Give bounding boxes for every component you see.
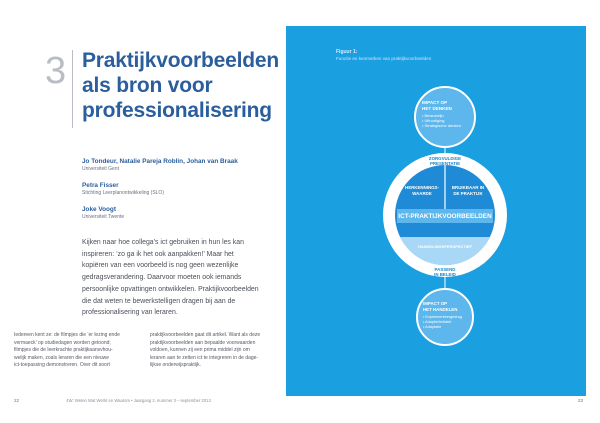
center-label: ICT-PRAKTIJKVOORBEELDEN <box>398 213 492 220</box>
body-line: filmpjes die de leerkrachte praktijkaansvhou- <box>14 347 113 353</box>
author-entry <box>82 182 282 197</box>
chapter-number: 3 <box>45 50 67 92</box>
body-column-2 <box>150 332 285 370</box>
right-segment-label: DE PRAKTIJK <box>453 191 483 196</box>
page-number-left: 22 <box>14 398 20 403</box>
top-circle-title: IMPACT OP <box>422 100 448 105</box>
intro-paragraph <box>82 237 277 319</box>
body-line: welijk maken, zoals leraren die een nieuwe <box>14 354 110 361</box>
intro-line: die dat weten te bewerkstelligen dragen bij aan de <box>82 297 236 305</box>
author-affiliation: Universiteit Gent <box>82 166 119 172</box>
body-line: leraren aan te zetten ict te integreren in de dage- <box>150 354 259 361</box>
bottom-circle-bullet: • Adoptie/Imitatie <box>423 320 452 324</box>
author-entry <box>82 206 282 221</box>
bottom-circle-title: HET HANDELEN <box>423 307 458 312</box>
chapter-title: Praktijkvoorbeelden als bron voor professionalisering <box>82 49 279 122</box>
bottom-circle-title: IMPACT OP <box>423 301 448 306</box>
journal-line: 4W: Weten Wat Werkt en Waarom • Jaargang 2, nummer 3 – september 2013 <box>66 398 211 403</box>
body-line: praktijkvoorbeelden gaat dit artikel. Want als deze <box>150 332 261 338</box>
intro-line: kopiëren van een voorbeeld is nog geen wezenlijke <box>82 262 239 270</box>
body-line: voldoen, kunnen zij een prima middel zijn om <box>150 347 250 353</box>
ring-bottom-label: PASSEND <box>434 267 456 272</box>
left-segment-label: HERKENNINGS- <box>405 185 439 190</box>
ring-top-label: PRESENTATIE <box>429 161 461 166</box>
bottom-segment-label: HANDELINGSPERSPECTIEF <box>417 244 473 249</box>
footer <box>14 398 211 403</box>
intro-line: professionalisering van leraren. <box>82 309 178 317</box>
right-segment-label: BRUIKBAAR IN <box>451 185 485 190</box>
body-line: praktijkvoorbeelden aan bepaalde voorwaarden <box>150 339 256 346</box>
bottom-circle-bullet: • Adaptatie <box>423 325 442 329</box>
intro-line: Kijken naar hoe collega’s ict gebruiken in hun les kan <box>82 239 244 246</box>
figure-label: Figuur 1: <box>336 49 358 55</box>
top-circle-bullet: • Strategische denken <box>422 123 461 128</box>
author-entry <box>82 158 282 173</box>
body-line: ict-toepassing demonstreren. Over dit soort <box>14 362 110 368</box>
author-affiliation: Stichting Leerplanontwikkeling (SLO) <box>82 190 164 196</box>
top-circle-bullet: • Bewustzijn <box>422 113 444 118</box>
ring-bottom-label: IN BELEID <box>434 272 456 277</box>
body-column-1 <box>14 332 149 370</box>
top-circle-title: HET DENKEN <box>422 106 452 111</box>
chapter-divider <box>72 50 73 128</box>
figure-caption: Functie en kenmerken van praktijkvoorbeelden <box>336 56 432 61</box>
intro-line: persoonlijke opvattingen ontwikkelen. Praktijkvoorbeelden <box>82 285 259 293</box>
left-segment-label: WAARDE <box>412 191 432 196</box>
intro-line: inspireren: ‘zo ga ik het ook aanpakken!’ Maar het <box>82 250 234 258</box>
author-affiliation: Universiteit Twente <box>82 214 125 220</box>
body-line: vermaeck’ op studiedagen worden getoond; <box>14 339 111 346</box>
top-circle-bullet: • Uitnodiging <box>422 118 445 123</box>
author-name: Joke Voogt <box>82 206 116 213</box>
intro-line: gedragsverandering. Daarvoor moeten ook iemands <box>82 274 242 282</box>
bottom-circle-bullet: • Experimenteergedrag <box>423 315 462 319</box>
author-name: Jo Tondeur, Natalie Pareja Roblin, Johan van Braak <box>82 158 238 165</box>
author-list <box>82 158 282 230</box>
author-name: Petra Fisser <box>82 182 119 189</box>
figure-diagram <box>340 85 550 347</box>
ring-top-label: ZORGVULDIGE <box>428 156 462 161</box>
body-line: lijkse onderwijspraktijk. <box>150 362 201 368</box>
body-line: Iedereen kent ze: de filmpjes die ‘er lezing ende <box>14 332 120 338</box>
page-number-right: 23 <box>578 398 584 403</box>
